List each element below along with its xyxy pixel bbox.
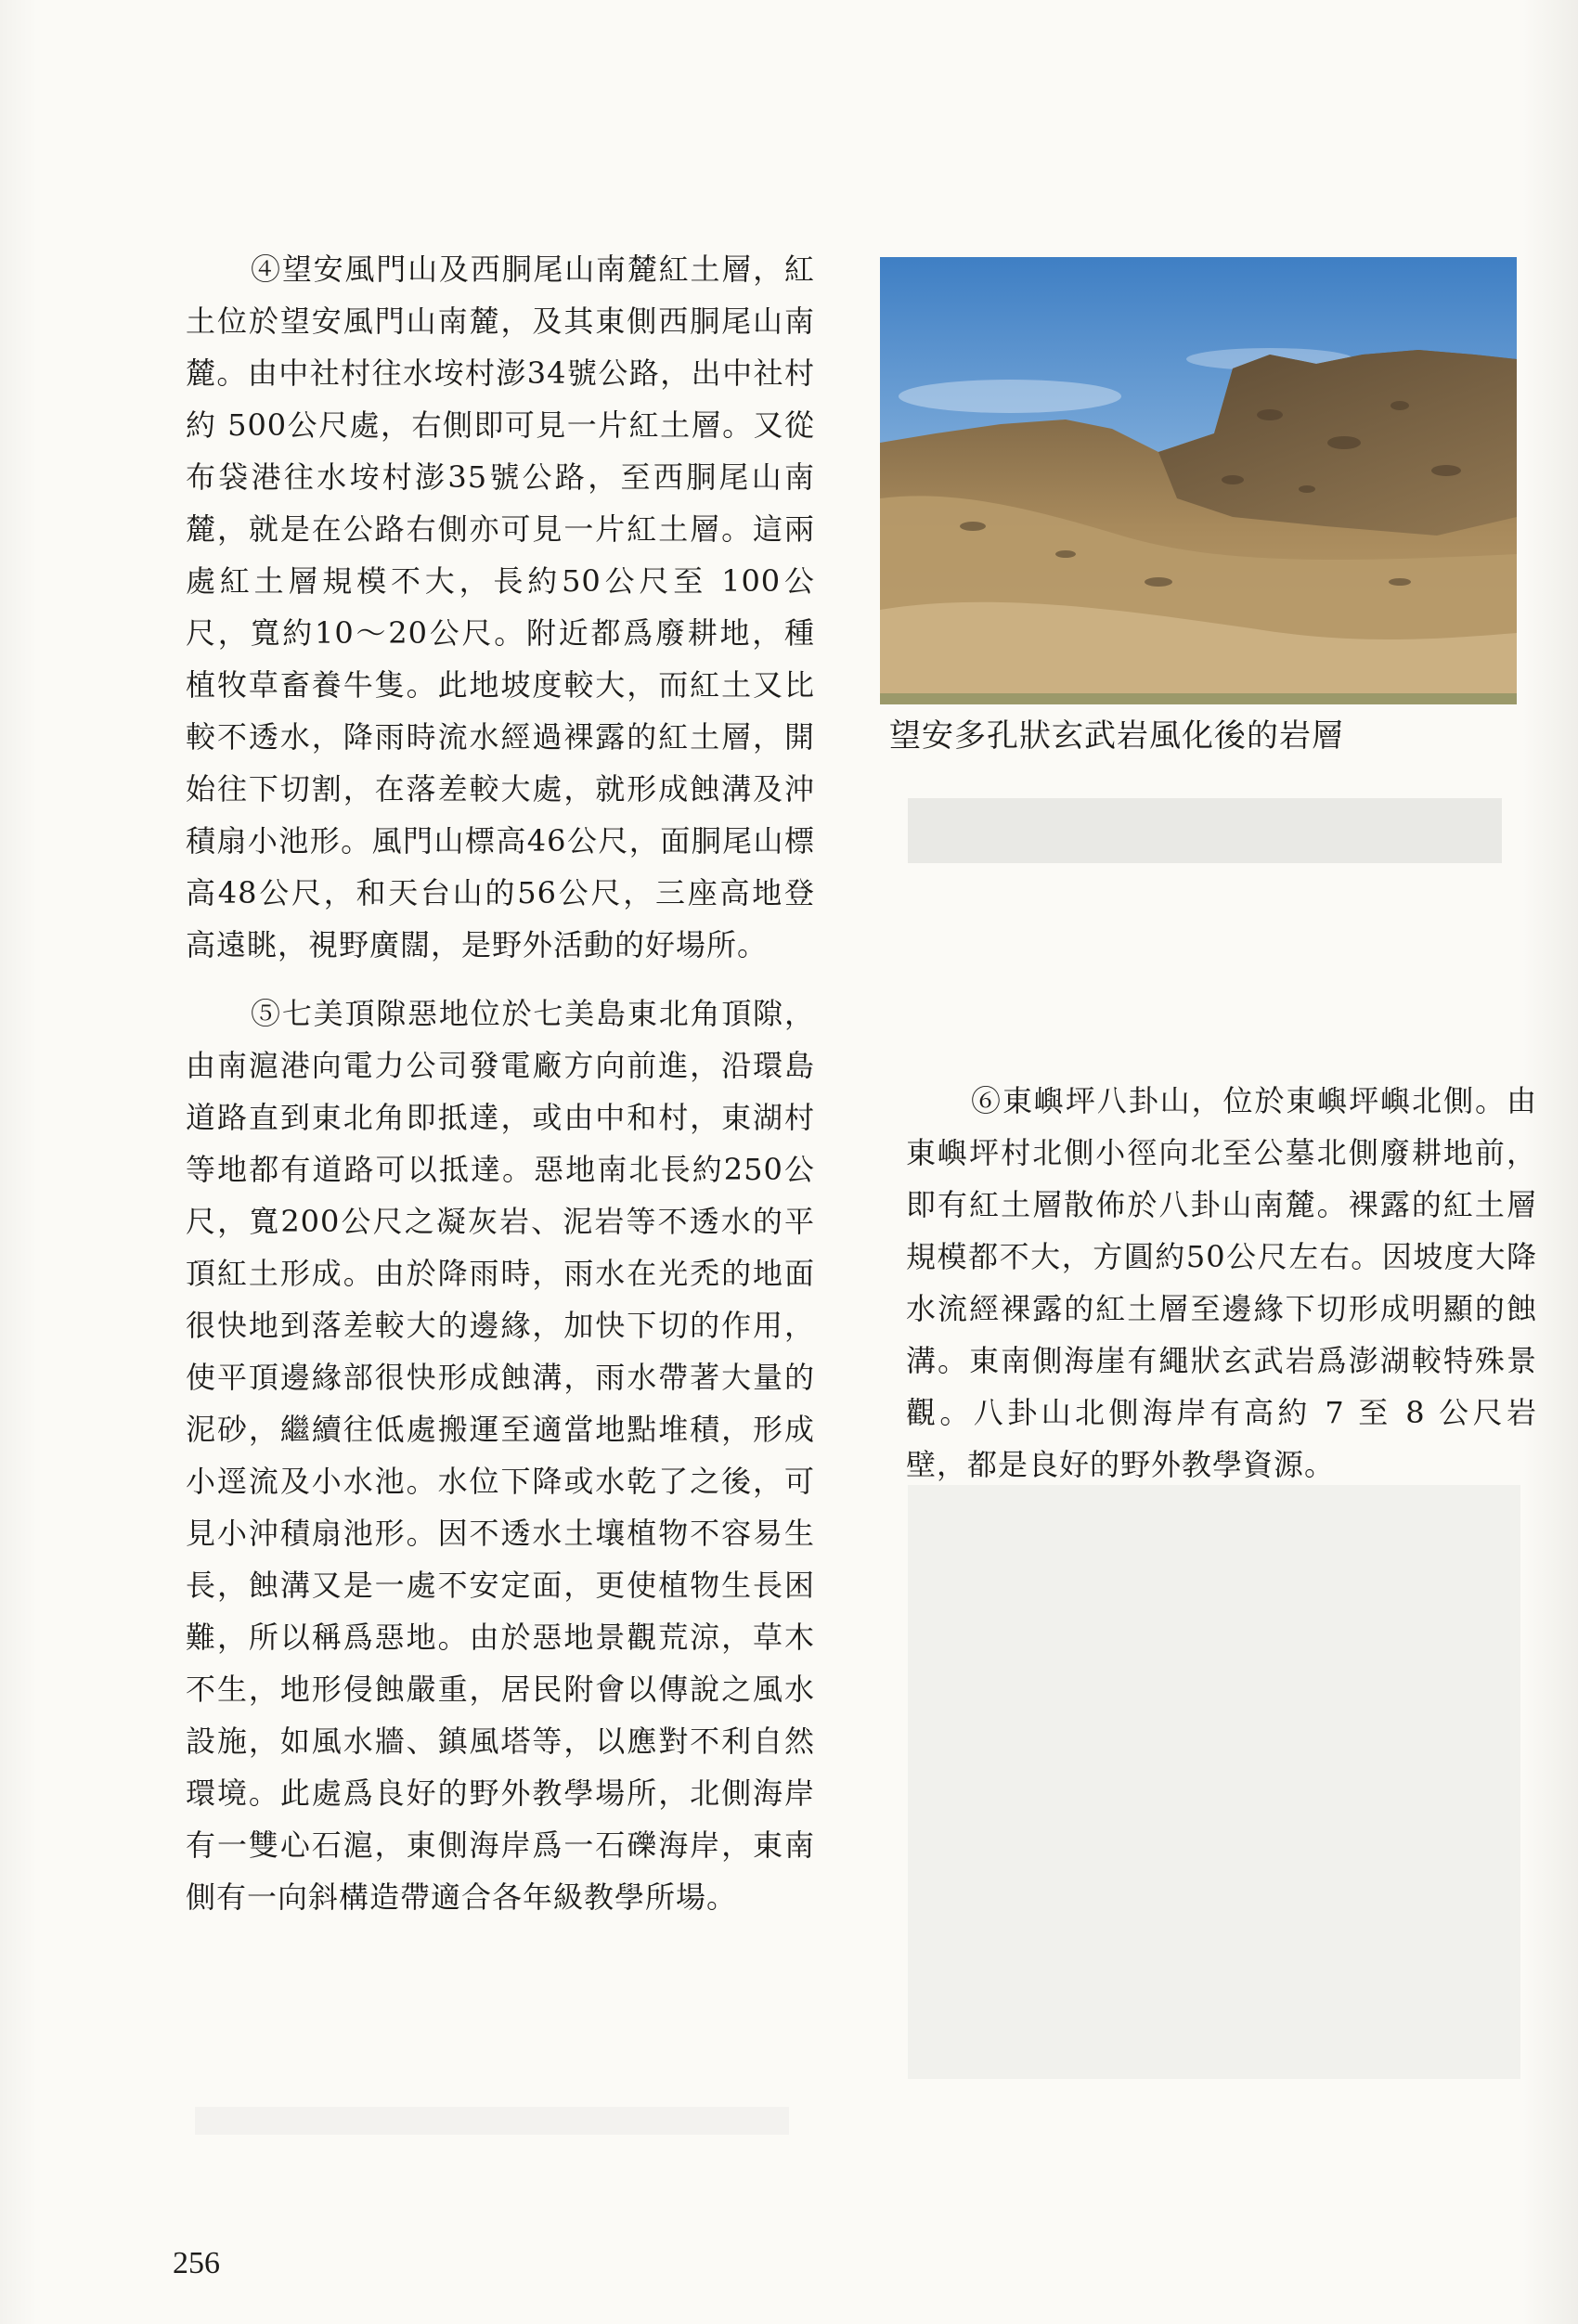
page-number: 256: [173, 2246, 220, 2280]
right-column: [906, 1075, 1537, 1491]
section-5-paragraph: ⑤七美頂隙惡地位於七美島東北角頂隙，由南滬港向電力公司發電廠方向前進，沿環島道路直到東北角即抵達，或由中和村，東湖村等地都有道路可以抵達。惡地南北長約250公尺，寬200公尺之凝灰岩、泥岩等不透水的平頂紅土形成。由於降雨時，雨水在光禿的地面很快地到落差較大的邊緣，加快下切的作用，使平頂邊緣部很快形成蝕溝，雨水帶著大量的泥砂，繼續往低處搬運至適當地點堆積，形成小逕流及小水池。水位下降或水乾了之後，可見小沖積扇池形。因不透水土壤植物不容易生長，蝕溝又是一處不安定面，更使植物生長困難，所以稱爲惡地。由於惡地景觀荒涼，草木不生，地形侵蝕嚴重，居民附會以傳說之風水設施，如風水牆、鎮風塔等，以應對不利自然環境。此處爲良好的野外教學場所，北側海岸有一雙心石滬，東側海岸爲一石礫海岸，東南側有一向斜構造帶適合各年級教學所場。: [186, 996, 815, 1915]
section-6-paragraph: ⑥東嶼坪八卦山，位於東嶼坪嶼北側。由東嶼坪村北側小徑向北至公墓北側廢耕地前，即有紅土層散佈於八卦山南麓。裸露的紅土層規模都不大，方圓約50公尺左右。因坡度大降水流經裸露的紅土層至邊緣下切形成明顯的蝕溝。東南側海崖有繩狀玄武岩爲澎湖較特殊景觀。八卦山北側海岸有高約 7 至 8 公尺岩壁，都是良好的野外教學資源。: [906, 1083, 1537, 1482]
bleed-through-mark: [195, 2107, 789, 2135]
section-4-paragraph: ④望安風門山及西胴尾山南麓紅土層，紅土位於望安風門山南麓，及其東側西胴尾山南麓。由中社村往水垵村澎34號公路，出中社村約 500公尺處，右側即可見一片紅土層。又從布袋港往水垵村澎35號公路，至西胴尾山南麓，就是在公路右側亦可見一片紅土層。這兩處紅土層規模不大，長約50公尺至 100公尺，寬約10～20公尺。附近都爲廢耕地，種植牧草畜養牛隻。此地坡度較大，而紅土又比較不透水，降雨時流水經過裸露的紅土層，開始往下切割，在落差較大處，就形成蝕溝及沖積扇小池形。風門山標高46公尺，面胴尾山標高48公尺，和天台山的56公尺，三座高地登高遠眺，視野廣闊，是野外活動的好場所。: [186, 252, 815, 962]
bleed-through-mark: [908, 1485, 1520, 2079]
photo-caption: 望安多孔狀玄武岩風化後的岩層: [889, 717, 1344, 755]
left-column: [186, 243, 815, 1923]
rock-layer-photo: [880, 257, 1517, 704]
bleed-through-mark: [908, 798, 1502, 863]
